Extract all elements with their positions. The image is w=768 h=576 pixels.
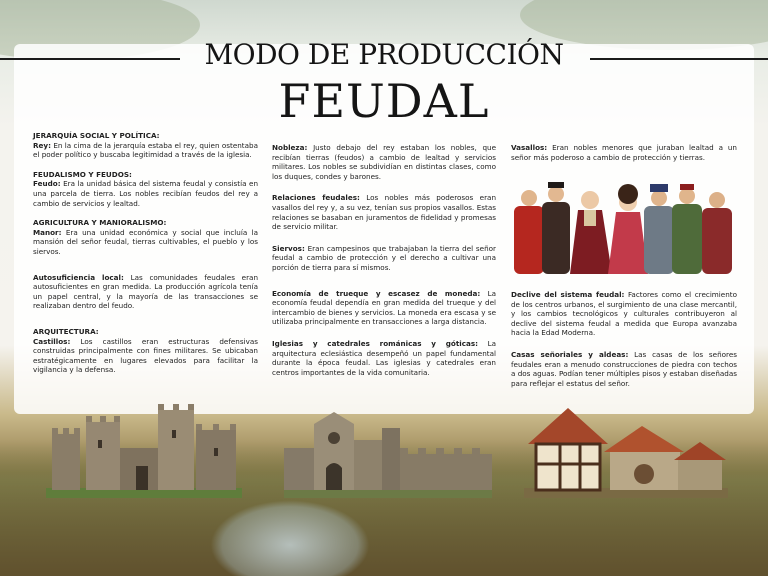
text: Los nobles más poderosos eran vasallos del rey y, a su vez, tenían sus propios vasallos. Estas relaciones se basaban en juramentos de fidelidad y promesas de servicio militar. — [272, 193, 497, 232]
term: Rey: — [33, 140, 51, 150]
text: Las comunidades feudales eran autosuficientes en gran medida. La producción agrícola tenía un papel central, y la mayoría de las transacciones se realizaban dentro del feudo. — [33, 272, 259, 311]
title-line-1: MODO DE PRODUCCIÓN — [204, 38, 564, 71]
text: Factores como el crecimiento de los centros urbanos, el surgimiento de una clase mercantil, y los cambios tecnológicos y culturales contribuyeron al declive del sistema feudal a medida que Europa avanzaba hacia la Edad Moderna. — [511, 290, 738, 338]
column-right — [511, 143, 737, 172]
term: Siervos: — [272, 243, 305, 253]
paragraph — [272, 289, 496, 327]
paragraph — [511, 350, 737, 388]
castle-illustration — [46, 404, 242, 498]
noble-figure — [542, 182, 570, 274]
term: Declive del sistema feudal: — [511, 290, 625, 299]
text: Justo debajo del rey estaban los nobles, que recibían tierras (feudos) a cambio de lealtad y servicios militares. Los nobles se subdividían en distintas clases, como los duques, condes y barones. — [272, 143, 496, 181]
term: Economía de trueque y escasez de moneda: — [272, 288, 481, 298]
paragraph — [272, 339, 496, 377]
section-heading: FEUDALISMO Y FEUDOS: — [33, 169, 132, 179]
church-illustration — [284, 404, 492, 498]
term: Relaciones feudales: — [272, 193, 360, 203]
paragraph — [511, 290, 737, 338]
text: Era la unidad básica del sistema feudal y consistía en una parcela de tierra. Los nobles recibían feudos del rey a cambio de servicios y lealtad. — [33, 179, 258, 208]
section-heading: ARQUITECTURA: — [33, 326, 99, 336]
noble-figure — [608, 184, 648, 274]
text: Las casas de los señores feudales eran a menudo construcciones de piedra con techos a dos aguas. Podían tener múltiples pisos y estaban diseñadas para reflejar el estatus del señor. — [511, 349, 737, 388]
column-left — [33, 131, 258, 385]
term: Casas señoriales y aldeas: — [511, 349, 629, 359]
text: Eran nobles menores que juraban lealtad a un señor más poderoso a cambio de protección y tierras. — [511, 143, 737, 162]
noble-figure — [570, 191, 612, 274]
noble-figure — [702, 192, 732, 274]
term: Nobleza: — [272, 143, 308, 152]
text: En la cima de la jerarquía estaba el rey, quien ostentaba el poder político y buscaba legitimidad a través de la iglesia. — [33, 140, 258, 160]
section-heading: AGRICULTURA Y MANIORALISMO: — [33, 218, 167, 228]
term: Autosuficiencia local: — [33, 272, 124, 282]
noble-figure — [672, 184, 702, 274]
paragraph — [33, 179, 258, 208]
column-middle — [272, 143, 496, 387]
text: La economía feudal dependía en gran medida del trueque y del intercambio de bienes y servicios. La moneda era escasa y se utilizaba principalmente en transacciones a larga distancia. — [272, 288, 496, 327]
paragraph — [33, 273, 258, 311]
paragraph — [33, 337, 258, 375]
nobles-illustration — [512, 176, 734, 274]
paragraph — [511, 143, 737, 162]
paragraph — [33, 141, 258, 160]
paragraph — [272, 193, 496, 231]
term: Iglesias y catedrales románicas y góticas: — [272, 338, 478, 348]
term: Castillos: — [33, 336, 71, 346]
noble-figure — [644, 184, 674, 274]
term: Feudo: — [33, 179, 61, 189]
title-line-2: FEUDAL — [278, 74, 490, 128]
text: Eran campesinos que trabajaban la tierra del señor feudal a cambio de protección y el derecho a cultivar una porción de tierra para sí mismos. — [272, 243, 496, 272]
term: Manor: — [33, 227, 62, 237]
paragraph — [33, 228, 258, 257]
term: Vasallos: — [511, 143, 548, 152]
paragraph — [272, 143, 496, 181]
column-right-lower — [511, 290, 737, 398]
paragraph — [272, 244, 496, 273]
section-heading: JERARQUÍA SOCIAL Y POLÍTICA: — [33, 131, 160, 140]
noble-figure — [514, 190, 544, 274]
text: Era una unidad económica y social que incluía la mansión del señor feudal, tierras cultivables, el pueblo y los siervos. — [33, 227, 258, 256]
manor-house-illustration — [524, 404, 728, 498]
text: Los castillos eran estructuras defensivas construidas principalmente con fines militares. Se ubicaban estratégicamente en lugares elevados para facilitar la vigilancia y la defensa. — [33, 336, 258, 375]
text: La arquitectura eclesiástica desempeñó un papel fundamental durante la época feudal. Las iglesias y catedrales eran centros importantes de la vida comunitaria. — [272, 338, 496, 377]
